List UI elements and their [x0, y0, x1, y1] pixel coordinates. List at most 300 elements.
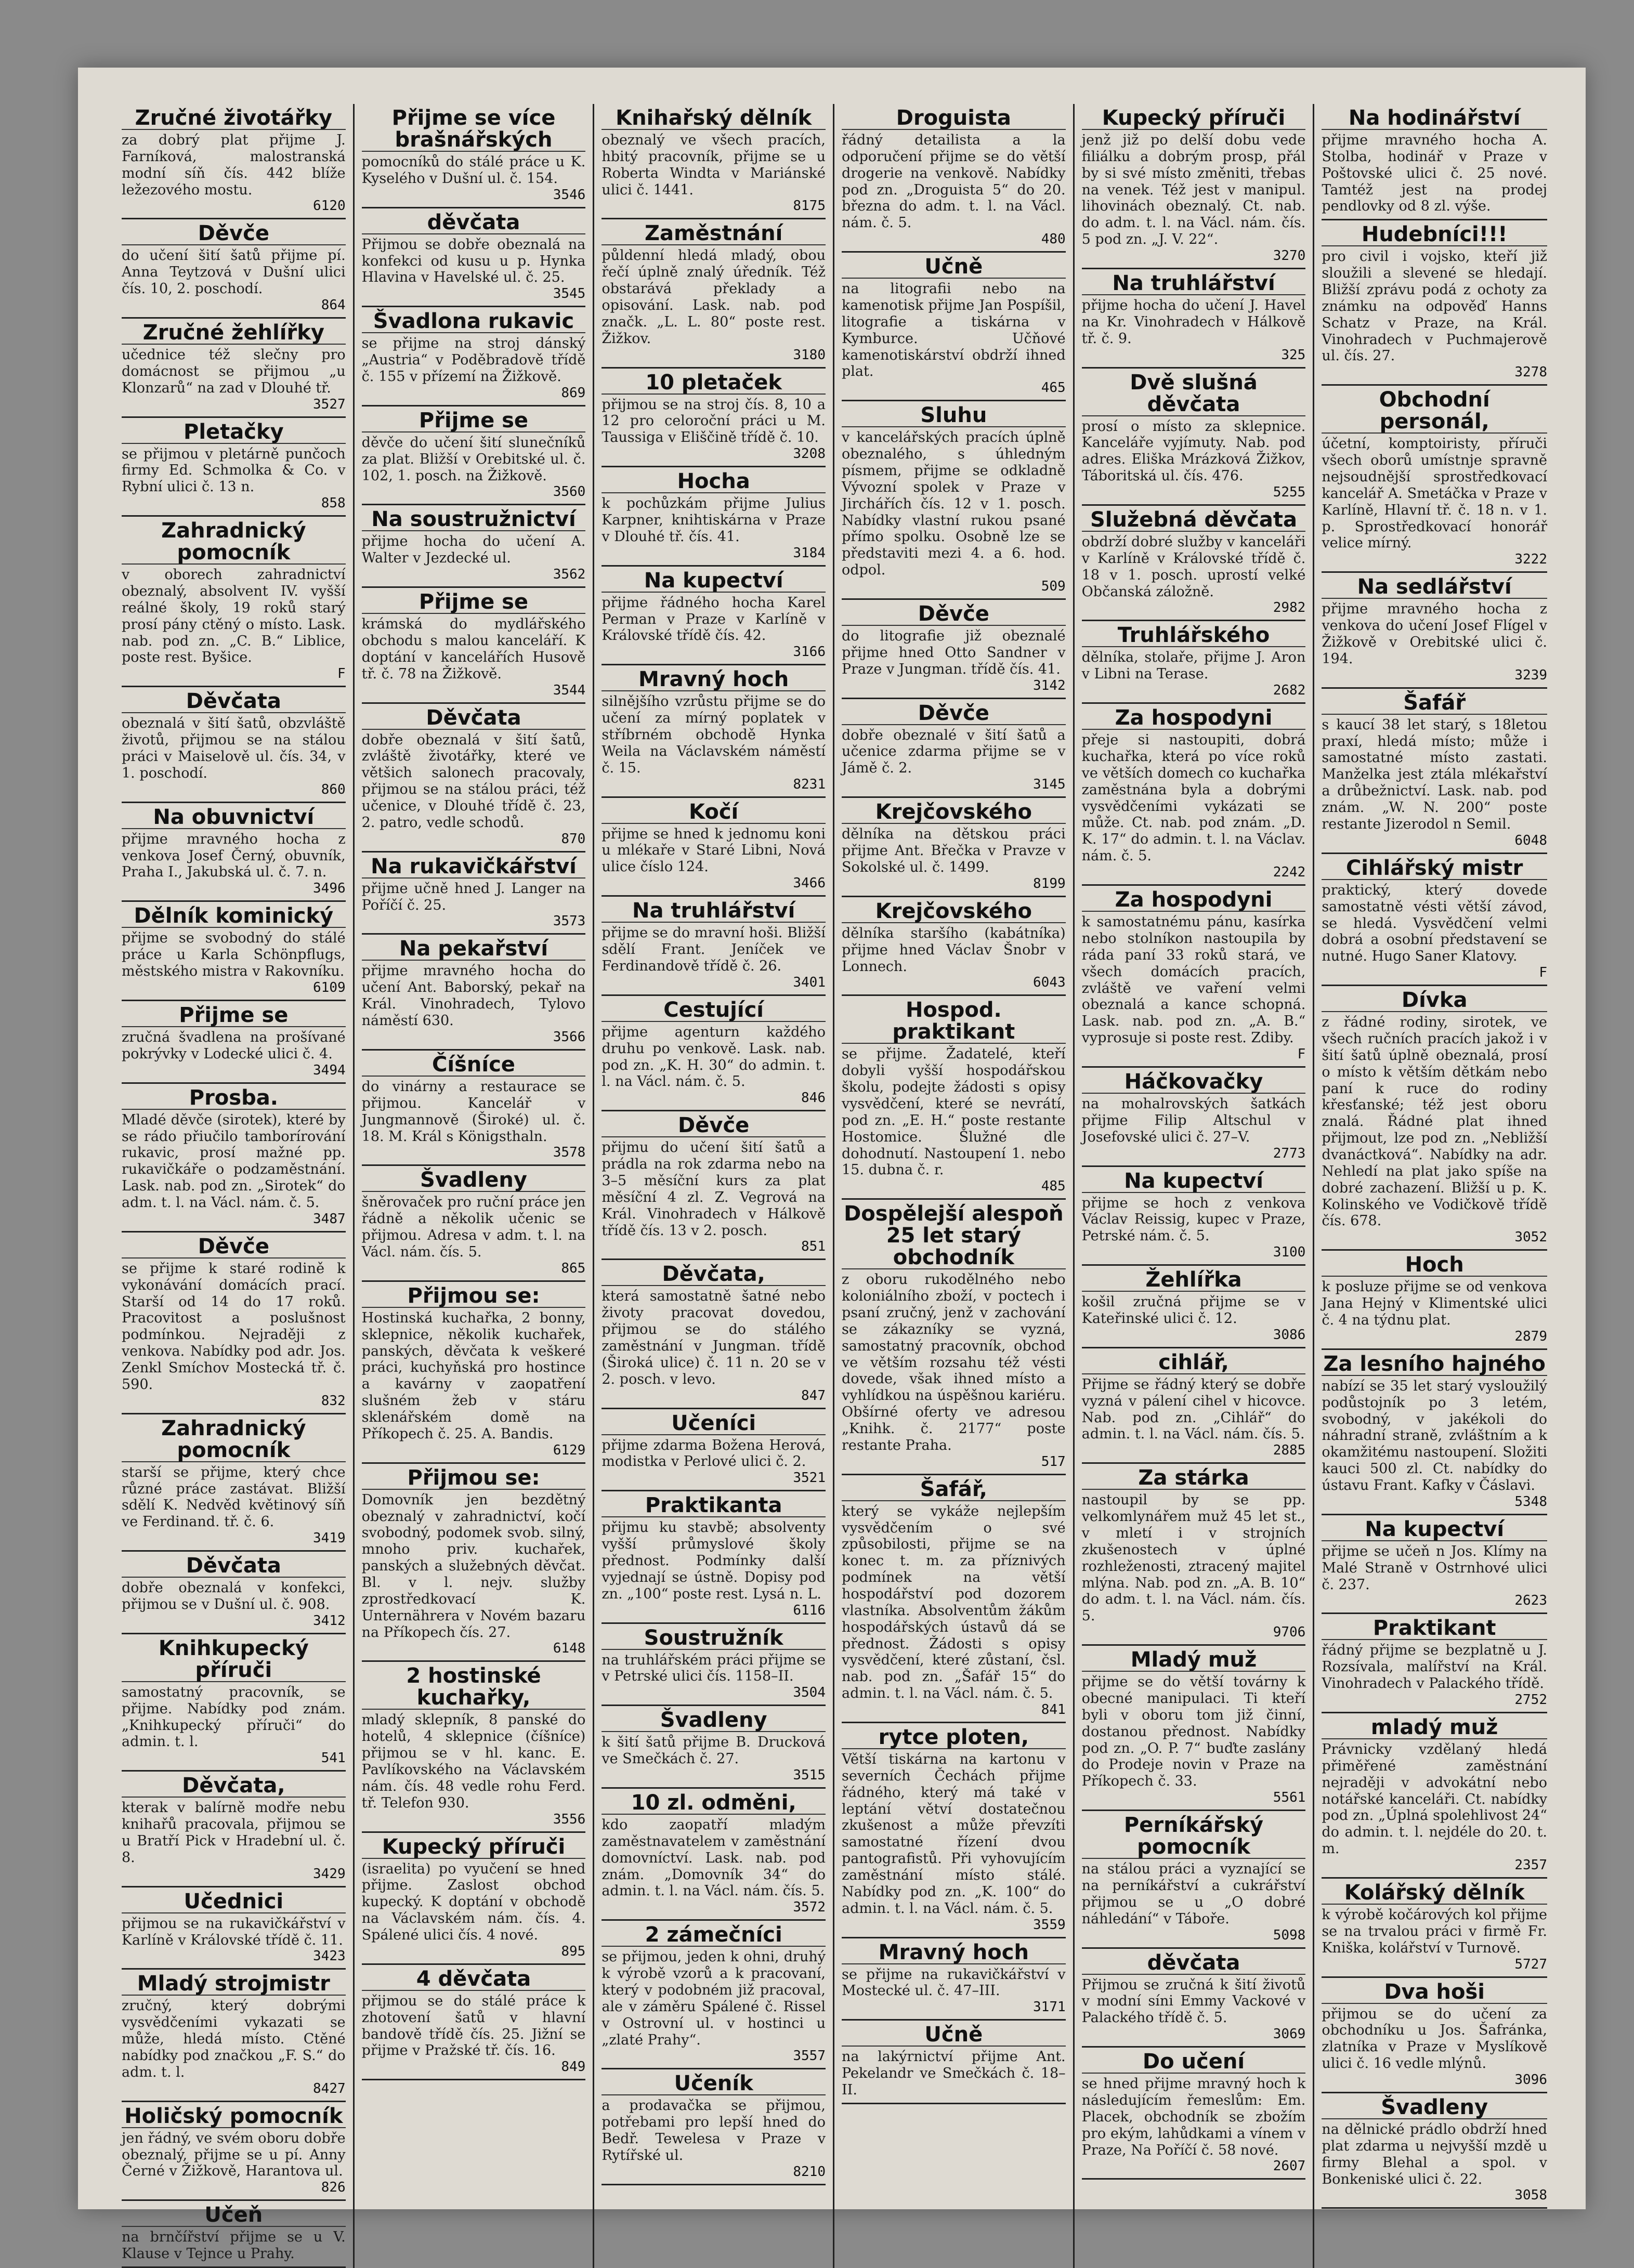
- ad-title: Přijme se: [362, 591, 586, 614]
- ad-title: Učně: [842, 256, 1066, 279]
- classified-ad: [842, 600, 1066, 699]
- classified-ad: [1082, 621, 1306, 704]
- classified-ad: [362, 1833, 586, 1965]
- classified-ad: [1322, 689, 1547, 854]
- ad-body: v oborech zahradnictví obeznalý, absolvent IV. vyšší reálné školy, 19 roků starý prosí pány ctěný o místo. Lask. nab. pod zn. „C. B.“ Liblice, poste rest. Byšice.: [122, 567, 346, 666]
- ad-reference-number: 3100: [1273, 1244, 1306, 1261]
- ad-reference-number: 3142: [1033, 677, 1066, 693]
- classified-ad: [842, 401, 1066, 600]
- ad-reference-number: 517: [1041, 1453, 1066, 1470]
- ad-reference-number: 3239: [1514, 667, 1547, 683]
- ad-title: Cihlářský mistr: [1322, 857, 1547, 880]
- classified-ad: [122, 902, 346, 1001]
- classified-ad: [1082, 1167, 1306, 1266]
- ad-body: děvče do učení šití slunečníků za plat. Bližší v Orebitské ul. č. 102, 1. posch. na Žižkově.: [361, 434, 586, 484]
- classifieds-grid: [114, 104, 1554, 2262]
- ad-body: která samostatně šatné nebo životy pracovat dovedou, přijmou se do stálého zaměstnání v Jungman. třídě (Široká ulice) č. 11 n. 20 se v 2. posch. v levo.: [602, 1288, 826, 1387]
- ad-body: přijme se svobodný do stálé práce u Karla Schönpflugs, městského mistra v Rakovníku.: [122, 930, 346, 980]
- ad-reference-number: F: [1539, 965, 1547, 981]
- ad-title: 10 pletaček: [602, 372, 826, 395]
- classified-ad: [842, 897, 1066, 997]
- ad-title: Zaměstnání: [602, 222, 826, 245]
- ad-reference-number: 3573: [553, 913, 586, 929]
- ad-reference-number: 3527: [313, 396, 346, 412]
- classified-ad: [362, 935, 586, 1050]
- ad-title: Na rukavičkářství: [362, 856, 586, 879]
- ad-body: dobře obeznalá v konfekci, přijmou se v Dušní ul. č. 908.: [122, 1580, 346, 1612]
- ad-body: dobře obeznalá v šití šatů, zvláště životářky, které ve většich salonech pracovaly, přijmou se na stálou práci, též učenice, v Dlouhé třídě č. 23, 2. patro, vedle schodů.: [361, 731, 586, 831]
- ad-reference-number: 3145: [1033, 777, 1066, 793]
- ad-body: kdo zaopatří mladým zaměstnavatelem v zaměstnání domovníctví. Lask. nab. pod znám. „Domovník 34“ do admin. t. l. na Václ. nám. čís. 5.: [602, 1816, 826, 1899]
- classified-ad: [602, 1111, 826, 1260]
- ad-reference-number: 3560: [553, 484, 586, 500]
- ad-reference-number: 2885: [1273, 1443, 1306, 1459]
- classified-ad: [842, 253, 1066, 401]
- ad-title: Za lesního hajného: [1322, 1353, 1547, 1376]
- ad-body: přijme hocha do učení A. Walter v Jezdecké ul.: [361, 533, 586, 567]
- classified-ad: [602, 1789, 826, 1921]
- ad-title: Truhlářského: [1082, 624, 1306, 647]
- ad-title: Na kupectví: [602, 570, 826, 593]
- ad-body: s kaucí 38 let starý, s 18letou praxí, hledá místo; může i samostatné místo zastati. Manželka jest ztála mlékařství a drůbežnictví. Lask. nab. pod znám. „W. N. 200“ poste restante Jizerodol n Semil.: [1322, 716, 1547, 832]
- ad-reference-number: 847: [801, 1387, 826, 1404]
- ad-title: Děvčata,: [602, 1263, 826, 1286]
- classifieds-column: [594, 104, 834, 2268]
- classified-ad: [1322, 104, 1547, 220]
- ad-reference-number: F: [337, 666, 346, 682]
- ad-reference-number: 3544: [553, 682, 586, 698]
- ad-title: Prosba.: [122, 1087, 346, 1110]
- ad-title: rytce ploten,: [842, 1726, 1066, 1749]
- ad-body: přijmu ku stavbě; absolventy vyšší průmyslové školy přednost. Podmínky další vyjednají se ústně. Dopisy pod zn. „100“ poste rest. Lysá n. L.: [602, 1519, 826, 1602]
- classified-ad: [1082, 1646, 1306, 1811]
- ad-body: přijme mravného hocha A. Stolba, hodinář v Praze v Poštovské ulici č. 25 nové. Tamtéž jest na prodej pendlovky od 8 zl. výše.: [1322, 132, 1547, 215]
- classified-ad: [122, 2102, 346, 2201]
- classified-ad: [122, 1887, 346, 1970]
- ad-title: Praktikanta: [602, 1494, 826, 1517]
- ad-body: šněrovaček pro ruční práce jen řádně a několik učenic se přijmou. Adresa v adm. t. l. na Václ. nám. čís. 5.: [361, 1194, 586, 1260]
- ad-reference-number: 2879: [1514, 1328, 1547, 1344]
- ad-title: Žehlířka: [1082, 1269, 1306, 1292]
- ad-body: přijme mravného hocha z venkova do učení Josef Flígel v Žižkově v Orebitské ulici č. 194.: [1322, 601, 1547, 667]
- ad-reference-number: 849: [561, 2059, 586, 2075]
- ad-body: v kancelářských pracích úplně obeznalého, s úhledným písmem, přijme se odkladně Vývozní spolek v Praze v Jirchářích čís. 12 v 1. posch. Nabídky vlastní rukou psané přímo spolku. Osobně lze se představiti mezi 4. a 6. hod. odpol.: [841, 429, 1066, 579]
- ad-body: se přijme na stroj dánský „Austria“ v Poděbradově třídě č. 155 v přízemí na Žižkově.: [361, 335, 586, 385]
- ad-body: přijme mravného hocha z venkova Josef Černý, obuvník, Praha I., Jakubská ul. č. 7. n.: [122, 831, 346, 881]
- ad-reference-number: 485: [1041, 1178, 1066, 1195]
- ad-body: na litografii nebo na kamenotisk přijme Jan Pospíšil, litografie a tiskárna v Kymburce. Učňové kamenotiskárství obdrží ihned plat.: [841, 281, 1066, 380]
- classified-ad: [1322, 2093, 1547, 2209]
- ad-reference-number: 3278: [1514, 364, 1547, 381]
- ad-title: děvčata: [362, 212, 586, 234]
- classified-ad: [1082, 369, 1306, 506]
- ad-title: Na kupectví: [1082, 1170, 1306, 1193]
- ad-body: z řádné rodiny, sirotek, ve všech ručních pracích jakož i v šití šatů úplně obeznalá, prosí o místo k větším dětkám nebo paní k ruce do rodiny křesťanské; též jest oboru znalá. Řádné plat ihned přijmout, lze pod zn. „Nebližší dvanáctková“. Nabídky na adr. Nehledí na plat jako spíše na dobré zachazení. Bližší u p. K. Kolinského ve Vodičkově třídě čís. 678.: [1322, 1014, 1547, 1229]
- ad-title: Hospod. praktikant: [842, 999, 1066, 1044]
- ad-reference-number: F: [1297, 1046, 1306, 1062]
- ad-title: Krejčovského: [842, 900, 1066, 923]
- ad-body: do učení šití šatů přijme pí. Anna Teytzová v Dušní ulici čís. 10, 2. poschodí.: [122, 247, 346, 297]
- ad-body: přijmou se do stálé práce k zhotovení šatů v hlavní bandově třídě čís. 25. Jižní se přijme v Pražské tř. čís. 16.: [361, 1992, 586, 2059]
- classified-ad: [1322, 1978, 1547, 2093]
- ad-title: cihlář,: [1082, 1352, 1306, 1374]
- classified-ad: [602, 219, 826, 368]
- classified-ad: [842, 104, 1066, 253]
- ad-body: z oboru rukodělného nebo koloniálního zboží, v poctech i psaní zručný, jenž v zachování se zákazníky se vyzná, samostatný pracovník, obchod ve větším rozsahu též vésti dovede, však ihned místo a vyhlídkou na úspěšnou kariéru. Obšírné oferty ve adresou „Knihk. č. 2177“ poste restante Praha.: [841, 1271, 1066, 1453]
- ad-reference-number: 3086: [1273, 1327, 1306, 1343]
- ad-body: Domovník jen bezdětný obeznalý v zahradnictví, kočí svobodný, podomek svob. silný, mnoho priv. kuchařek, panských a služebných děvčat. Bl. v l. nejv. služby zprostředkovací K. Unternährera v Novém bazaru na Příkopech čís. 27.: [361, 1491, 586, 1641]
- classified-ad: [362, 208, 586, 308]
- ad-title: Zručné žehlířky: [122, 322, 346, 345]
- classified-ad: [122, 1772, 346, 1887]
- ad-title: Dělník kominický: [122, 905, 346, 928]
- ad-body: starší se přijme, který chce různé práce zastávat. Bližší sdělí K. Nedvěd květinový síň ve Ferdinand. tř. č. 6.: [122, 1464, 346, 1530]
- ad-reference-number: 3270: [1273, 248, 1306, 264]
- ad-reference-number: 8210: [793, 2164, 826, 2180]
- ad-title: Děvče: [122, 222, 346, 245]
- ad-body: přijmou se na stroj čís. 8, 10 a 12 pro celoroční práci u M. Taussiga v Eliščině třídě č. 10.: [602, 396, 826, 446]
- ad-title: Kočí: [602, 801, 826, 824]
- classified-ad: [602, 567, 826, 666]
- ad-reference-number: 3208: [793, 446, 826, 462]
- ad-reference-number: 869: [561, 385, 586, 401]
- classified-ad: [1322, 573, 1547, 688]
- ad-reference-number: 2682: [1273, 683, 1306, 699]
- ad-body: přijme mravného hocha do učení Ant. Baborský, pekař na Král. Vinohradech, Tylovo náměstí 630.: [361, 963, 586, 1029]
- ad-reference-number: 3058: [1514, 2187, 1547, 2204]
- classified-ad: [1082, 1949, 1306, 2048]
- classified-ad: [122, 1552, 346, 1634]
- ad-reference-number: 3052: [1514, 1229, 1547, 1246]
- ad-title: Na truhlářství: [602, 900, 826, 923]
- ad-body: na stálou práci a vyznající se na perníkářství a cukrářství přijmou se u „O dobré náhledání“ v Táboře.: [1081, 1861, 1306, 1927]
- ad-body: Právnicky vzdělaný hledá přiměřené zaměstnání nejraději v advokátní nebo notářské kanceláři. Ct. nabídky pod zn. „Úplná spolehlivost 24“ do admin. t. l. nejdéle do 20. t. m.: [1322, 1741, 1547, 1857]
- classified-ad: [1082, 1811, 1306, 1948]
- ad-title: Přijme se: [362, 410, 586, 432]
- ad-reference-number: 3504: [793, 1685, 826, 1701]
- ad-reference-number: 832: [321, 1393, 346, 1409]
- ad-title: Krejčovského: [842, 801, 1066, 824]
- ad-title: Služebná děvčata: [1082, 509, 1306, 532]
- ad-title: Děvčata,: [122, 1775, 346, 1798]
- ad-title: Zahradnický pomocník: [122, 520, 346, 565]
- ad-title: Kupecký příruči: [1082, 107, 1306, 130]
- classified-ad: [1322, 1614, 1547, 1713]
- ad-reference-number: 3401: [793, 974, 826, 990]
- ad-title: Mravný hoch: [602, 668, 826, 691]
- ad-title: Mladý muž: [1082, 1649, 1306, 1672]
- ad-title: Dva hoši: [1322, 1981, 1547, 2004]
- ad-title: Cestující: [602, 999, 826, 1022]
- ad-reference-number: 2752: [1514, 1692, 1547, 1708]
- ad-title: 4 děvčata: [362, 1968, 586, 1991]
- ad-reference-number: 3466: [793, 875, 826, 892]
- ad-title: Na kupectví: [1322, 1518, 1547, 1541]
- ad-body: silnějšího vzrůstu přijme se do učení za mírný poplatek v stříbrném obchodě Hynka Weila na Václavském náměstí č. 15.: [602, 693, 826, 776]
- ad-title: Učeník: [602, 2073, 826, 2095]
- ad-body: zručná švadlena na prošívané pokrývky v Lodecké ulici č. 4.: [122, 1029, 346, 1062]
- classifieds-column: [114, 104, 355, 2268]
- ad-reference-number: 6120: [313, 198, 346, 214]
- ad-body: přijmu do učení šití šatů a prádla na rok zdarma nebo na 3–5 měsíční kurs za plat měsíční 4 zl. Z. Vegrová na Král. Vinohradech v Hálkově třídě čís. 13 v 2. posch.: [602, 1139, 826, 1239]
- classified-ad: [1082, 1464, 1306, 1646]
- ad-body: se přijmou v pletárně punčoch firmy Ed. Schmolka & Co. v Rybní ulici č. 13 n.: [122, 445, 346, 495]
- classified-ad: [1322, 386, 1547, 573]
- ad-reference-number: 8427: [313, 2080, 346, 2096]
- ad-body: se přijme k staré rodině k vykonávání domácích prací. Starší od 14 do 17 roků. Pracovitost a poslušnost podmínkou. Nejraději z venkova. Nabídky pod adr. Jos. Zenkl Smíchov Mostecká tř. č. 590.: [122, 1260, 346, 1393]
- ad-title: Děvče: [602, 1115, 826, 1137]
- ad-title: Švadleny: [362, 1169, 586, 1192]
- ad-reference-number: 9706: [1273, 1624, 1306, 1641]
- ad-reference-number: 3521: [793, 1470, 826, 1486]
- ad-title: Na truhlářství: [1082, 272, 1306, 295]
- ad-reference-number: 3566: [553, 1029, 586, 1045]
- ad-reference-number: 5727: [1514, 1956, 1547, 1972]
- classified-ad: [362, 1282, 586, 1464]
- ad-reference-number: 2357: [1514, 1857, 1547, 1873]
- classified-ad: [602, 665, 826, 797]
- ad-body: krámská do mydlářského obchodu s malou kanceláří. K doptání v kancelářích Husově tř. č. 78 na Žižkově.: [361, 616, 586, 682]
- ad-body: Větší tiskárna na kartonu v severních Čechách přijme řádného, který má také v leptání větví dostatečnou zkušenost a může převzíti samostatné řízení dvou pantografistů. Při vyhovujícím zaměstnání místo stálé. Nabídky pod zn. „K. 100“ do admin. t. l. na Václ. nám. č. 5.: [841, 1751, 1066, 1917]
- classified-ad: [842, 1938, 1066, 2021]
- classified-ad: [602, 1921, 826, 2069]
- ad-reference-number: 6109: [313, 979, 346, 995]
- ad-reference-number: 2773: [1273, 1145, 1306, 1161]
- ad-title: Sluhu: [842, 404, 1066, 427]
- ad-reference-number: 3562: [553, 567, 586, 583]
- ad-body: půldenní hledá mladý, obou řečí úplně znalý úředník. Též obstarává překlady a opisování. Lask. nab. pod značk. „L. L. 80“ poste rest. Žižkov.: [602, 247, 826, 347]
- classified-ad: [122, 1634, 346, 1772]
- ad-title: Knihařský dělník: [602, 107, 826, 130]
- ad-body: k pochůzkám přijme Julius Karpner, knihtiskárna v Praze v Dlouhé tř. čís. 41.: [602, 495, 826, 545]
- ad-body: Přijmou se zručná k šití životů v modní síni Emmy Vackové v Palackého třídě č. 5.: [1081, 1976, 1306, 2026]
- classified-ad: [602, 1491, 826, 1623]
- ad-reference-number: 3180: [793, 347, 826, 363]
- ad-body: za dobrý plat přijme J. Farníková, malostranská modní síň čís. 442 blíže ležezového mostu.: [122, 132, 346, 198]
- ad-title: Soustružník: [602, 1627, 826, 1650]
- classified-ad: [602, 104, 826, 219]
- classified-ad: [1322, 220, 1547, 386]
- classified-ad: [1082, 1266, 1306, 1348]
- ad-reference-number: 3494: [313, 1062, 346, 1078]
- classifieds-column: [1075, 104, 1315, 2268]
- ad-title: Háčkovačky: [1082, 1071, 1306, 1094]
- ad-body: se přijme na rukavičkářství v Mostecké ul. č. 47–III.: [841, 1966, 1066, 1999]
- ad-reference-number: 895: [561, 1943, 586, 1959]
- classified-ad: [602, 996, 826, 1111]
- ad-reference-number: 3515: [793, 1767, 826, 1783]
- ad-title: Dívka: [1322, 989, 1547, 1012]
- classified-ad: [122, 1970, 346, 2102]
- classified-ad: [362, 307, 586, 407]
- classified-ad: [842, 699, 1066, 798]
- ad-title: Do učení: [1082, 2051, 1306, 2074]
- ad-title: mladý muž: [1322, 1716, 1547, 1739]
- ad-title: Přijmou se:: [362, 1285, 586, 1308]
- ad-body: obeznalý ve všech pracích, hbitý pracovník, přijme se u Roberta Windta v Mariánské ulici č. 1441.: [602, 132, 826, 198]
- ad-reference-number: 2242: [1273, 864, 1306, 881]
- classified-ad: [362, 1662, 586, 1832]
- classifieds-column: [834, 104, 1075, 2268]
- classified-ad: [362, 1051, 586, 1166]
- ad-body: košil zručná přijme se v Kateřinské ulici č. 12.: [1081, 1294, 1306, 1327]
- ad-reference-number: 870: [561, 831, 586, 847]
- classified-ad: [602, 1706, 826, 1789]
- classifieds-column: [1314, 104, 1554, 2268]
- ad-body: se přijmou, jeden k ohni, druhý k výrobě vzorů a k pracovaní, který v podobném již pracoval, ale v záměru Spálené č. Rissel v Ostrovní ul. v hostinci u „zlaté Prahy“.: [602, 1949, 826, 2048]
- ad-body: dělníka staršího (kabátníka) přijme hned Václav Šnobr v Lonnech.: [841, 925, 1066, 975]
- ad-body: řádný přijme se bezplatně u J. Rozsívala, malířství na Král. Vinohradech v Palackého třídě.: [1322, 1642, 1547, 1692]
- classified-ad: [122, 104, 346, 219]
- ad-title: Děvče: [842, 603, 1066, 626]
- ad-reference-number: 6116: [793, 1602, 826, 1618]
- ad-body: přijmou se do učení za obchodníku u Jos. Šafránka, zlatníka v Praze v Myslíkově ulici č. 16 vedle mlýnů.: [1322, 2005, 1547, 2072]
- ad-reference-number: 509: [1041, 579, 1066, 595]
- ad-reference-number: 3572: [793, 1899, 826, 1916]
- classified-ad: [602, 467, 826, 567]
- ad-title: Švadleny: [1322, 2096, 1547, 2119]
- ad-reference-number: 2623: [1514, 1593, 1547, 1609]
- ad-body: obeznalá v šití šatů, obzvláště životů, přijmou se na stálou práci v Maiselově ul. čís. 34, v 1. poschodí.: [122, 715, 346, 781]
- ad-title: 10 zl. odměni,: [602, 1792, 826, 1815]
- ad-title: Na pekařství: [362, 938, 586, 961]
- ad-reference-number: 6129: [553, 1442, 586, 1458]
- ad-body: nabízí se 35 let starý vysloužilý podůstojník po 3 letém, svobodný, v jakékoli do náhradní straně, zvláštním a k okamžitému nastoupení. Složiti kauci 500 zl. Ct. nabídky do ústavu Frant. Kafky v Čáslavi.: [1322, 1378, 1547, 1493]
- ad-body: k výrobě kočárových kol přijme se na trvalou práci v firmě Fr. Kniška, kolářství v Turnově.: [1322, 1907, 1547, 1956]
- classified-ad: [122, 1001, 346, 1084]
- classified-ad: [1322, 1350, 1547, 1515]
- ad-reference-number: 860: [321, 781, 346, 797]
- ad-title: Švadleny: [602, 1709, 826, 1732]
- newspaper-page: [78, 68, 1586, 2262]
- ad-title: děvčata: [1082, 1952, 1306, 1975]
- ad-body: přijme učně hned J. Langer na Poříčí č. 25.: [361, 880, 586, 913]
- ad-body: přijme zdarma Božena Herová, modistka v Perlové ulici č. 2.: [602, 1437, 826, 1470]
- classified-ad: [362, 407, 586, 506]
- classified-ad: [362, 104, 586, 208]
- classified-ad: [602, 2069, 826, 2185]
- ad-body: se přijme. Žadatelé, kteří dobyli vyšší hospodářskou školu, podejte žádosti s opisy vysvědčení, které se nevrátí, pod zn. „E. H.“ poste restante Hostomice. Šlužné dle dohodnutí. Nastoupení 1. nebo 15. dubna č. r.: [841, 1046, 1066, 1178]
- ad-reference-number: 3546: [553, 187, 586, 203]
- ad-title: 2 zámečníci: [602, 1924, 826, 1947]
- classified-ad: [1322, 1251, 1547, 1350]
- classified-ad: [1322, 1515, 1547, 1615]
- ad-body: na mohalrovských šatkách přijme Filip Altschul v Josefovské ulici č. 27–V.: [1081, 1095, 1306, 1145]
- ad-title: Za hospodyni: [1082, 707, 1306, 730]
- ad-body: do litografie již obeznalé přijme hned Otto Sandner v Praze v Jungman. třídě čís. 41.: [841, 628, 1066, 677]
- ad-title: Kolářský dělník: [1322, 1882, 1547, 1905]
- ad-title: Děvčata: [122, 690, 346, 713]
- classified-ad: [1322, 1879, 1547, 1978]
- ad-body: přijme se do mravní hoši. Bližší sdělí Frant. Jeníček ve Ferdinandově třídě č. 26.: [602, 925, 826, 974]
- classified-ad: [122, 319, 346, 418]
- ad-title: Za hospodyni: [1082, 889, 1306, 912]
- classified-ad: [122, 803, 346, 902]
- ad-title: Hoch: [1322, 1254, 1547, 1277]
- ad-title: Hocha: [602, 470, 826, 493]
- ad-title: Mravný hoch: [842, 1942, 1066, 1964]
- ad-body: přijme se učeň n Jos. Klímy na Malé Straně v Ostrnhové ulici č. 237.: [1322, 1543, 1547, 1593]
- classified-ad: [602, 1409, 826, 1492]
- ad-body: nastoupil by se pp. velkomlynářem muž 45 let st., v mletí i v strojních zkušenostech v úplné rozhleženosti, ztracený majitel mlýna. Nab. pod zn. „A. B. 10“ do adm. t. l. na Václ. nám. čís. 5.: [1081, 1492, 1306, 1624]
- ad-body: na lakýrnictví přijme Ant. Pekelandr ve Smečkách č. 18–II.: [841, 2049, 1066, 2099]
- ad-body: pomocníků do stálé práce u K. Kyselého v Dušní ul. č. 154.: [361, 154, 586, 187]
- ad-title: Knihkupecký příruči: [122, 1637, 346, 1682]
- ad-title: Šafář,: [842, 1478, 1066, 1501]
- ad-body: přijme hocha do učení J. Havel na Kr. Vinohradech v Hálkově tř. č. 9.: [1081, 297, 1306, 347]
- ad-body: dělníka, stolaře, přijme J. Aron v Libni na Terase.: [1081, 649, 1306, 683]
- ad-title: Na hodinářství: [1322, 107, 1547, 130]
- ad-reference-number: 3578: [553, 1145, 586, 1161]
- ad-reference-number: 541: [321, 1750, 346, 1766]
- ad-reference-number: 6148: [553, 1641, 586, 1657]
- ad-reference-number: 6048: [1514, 832, 1547, 848]
- classified-ad: [122, 1414, 346, 1552]
- classified-ad: [602, 798, 826, 897]
- ad-title: Za stárka: [1082, 1467, 1306, 1490]
- ad-reference-number: 3171: [1033, 1999, 1066, 2015]
- ad-body: na brnčířství přijme se u V. Klause v Tejnce u Prahy.: [122, 2229, 346, 2262]
- classified-ad: [362, 1464, 586, 1662]
- ad-title: Na obuvnictví: [122, 806, 346, 829]
- ad-body: k samostatnému pánu, kasírka nebo stolníkon nastoupila by ráda paní 33 roků stará, ve všech domácích pracích, zvláště ve vaření velmi obeznalá a kance schopná. Lask. nab. pod zn. „A. B.“ vyprosuje si poste rest. Zdiby.: [1081, 914, 1306, 1046]
- ad-body: kterak v balírně modře nebu knihařů pracovala, přijmou se u Bratří Pick v Hradební ul. č. 8.: [122, 1800, 346, 1866]
- ad-body: přijme se do větší továrny k obecné manipulaci. Ti kteří byli v oboru tom již činní, dostanou přednost. Nabídky pod zn. „O. P. 7“ buďte zaslány do Prodeje novin v Praze na Příkopech č. 33.: [1081, 1674, 1306, 1790]
- ad-reference-number: 3545: [553, 286, 586, 302]
- ad-reference-number: 3429: [313, 1866, 346, 1882]
- classified-ad: [1082, 1348, 1306, 1464]
- ad-reference-number: 5098: [1273, 1927, 1306, 1943]
- ad-reference-number: 826: [321, 2180, 346, 2196]
- ad-body: se hned přijme mravný hoch k následujícím řemeslům: Em. Placek, obchodník se zbožím pro ekým, lahůdkami a vínem v Praze, Na Poříčí č. 58 nové.: [1081, 2076, 1306, 2158]
- ad-reference-number: 5561: [1273, 1790, 1306, 1806]
- ad-title: Mladý strojmistr: [122, 1973, 346, 1996]
- ad-title: Učně: [842, 2024, 1066, 2047]
- ad-title: Šafář: [1322, 692, 1547, 715]
- ad-reference-number: 865: [561, 1260, 586, 1276]
- ad-body: Přijme se řádný který se dobře vyzná v pálení cihel v hicovce. Nab. pod zn. „Cihlář“ do admin. t. l. na Václ. nám. čís. 5.: [1081, 1376, 1306, 1443]
- classified-ad: [122, 687, 346, 803]
- ad-title: Dospělejší alespoň 25 let starý obchodník: [842, 1203, 1066, 1269]
- classified-ad: [362, 1965, 586, 2080]
- ad-body: který se vykáže nejlepším vysvědčením o své způsobilosti, přijme se na konec t. m. za příznivých podmínek na větší hospodářství pod dozorem vlastníka. Absolventům žákům hospodářských ústavů dá se přednost. Žádosti s opisy vysvědčení, které zůstaní, čsl. nab. pod zn. „Šafář 15“ do admin. t. l. na Václ. nám. č. 5.: [841, 1503, 1066, 1702]
- ad-title: Zručné životářky: [122, 107, 346, 130]
- ad-body: Mladé děvče (sirotek), které by se rádo přiučilo tamborírování rukavic, prosí mažné pp. rukavičkáře o podzaměstnání. Lask. nab. pod zn. „Sirotek“ do adm. t. l. na Václ. nám. č. 5.: [122, 1111, 346, 1211]
- ad-title: Přijme se více brašnářských: [362, 107, 586, 152]
- ad-body: obdrží dobré služby v kanceláři v Karlíně v Královské třídě č. 18 v 1. posch. uprostí velké Občanská záložně.: [1081, 534, 1306, 600]
- ad-title: Číšníce: [362, 1054, 586, 1077]
- ad-reference-number: 465: [1041, 380, 1066, 396]
- classified-ad: [1082, 269, 1306, 369]
- classified-ad: [842, 996, 1066, 1200]
- ad-reference-number: 3419: [313, 1530, 346, 1546]
- ad-reference-number: 3222: [1514, 552, 1547, 568]
- ad-body: přijmou se na rukavičkářství v Karlíně v Královské třídě č. 11.: [122, 1915, 346, 1948]
- classified-ad: [602, 1260, 826, 1409]
- ad-reference-number: 846: [801, 1090, 826, 1106]
- ad-body: přeje si nastoupiti, dobrá kuchařka, která po více roků ve větších domech co kuchařka zaměstnána byla a dobrými vysvědčeními vykázati se může. Ct. nab. pod znám. „D. K. 17“ do admin. t. l. na Václav. nám. č. 5.: [1081, 732, 1306, 864]
- classified-ad: [1322, 854, 1547, 986]
- ad-title: Děvčata: [362, 707, 586, 730]
- ad-reference-number: 3184: [793, 545, 826, 561]
- classified-ad: [362, 853, 586, 935]
- classified-ad: [842, 1723, 1066, 1938]
- classified-ad: [1082, 1068, 1306, 1167]
- ad-body: praktický, který dovede samostatně vésti větší závod, se hledá. Vysvědčení velmi dobrá a osobní představení se nutné. Hugo Saner Klatovy.: [1322, 882, 1547, 965]
- classified-ad: [1082, 2048, 1306, 2180]
- ad-reference-number: 5348: [1514, 1493, 1547, 1510]
- classified-ad: [842, 2021, 1066, 2104]
